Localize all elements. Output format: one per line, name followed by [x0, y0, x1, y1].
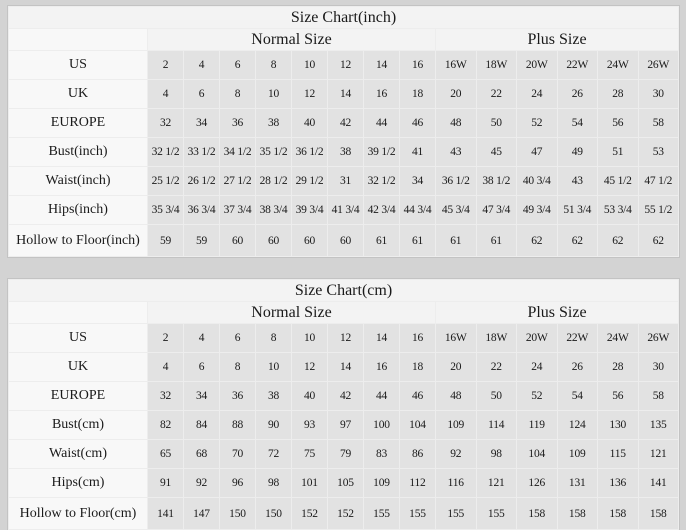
size-cell: 84 — [184, 411, 219, 439]
size-cell: 104 — [517, 440, 557, 468]
size-cell: 109 — [364, 469, 399, 497]
size-cell: 2 — [148, 324, 183, 352]
size-cell: 135 — [639, 411, 679, 439]
size-cell: 47 3/4 — [477, 196, 517, 224]
size-cell: 88 — [220, 411, 255, 439]
size-cell: 86 — [400, 440, 435, 468]
size-cell: 155 — [400, 498, 435, 529]
size-cell: 36 1/2 — [436, 167, 476, 195]
size-cell: 61 — [364, 225, 399, 256]
size-cell: 26W — [639, 51, 679, 79]
size-cell: 47 — [517, 138, 557, 166]
size-cell: 8 — [256, 324, 291, 352]
size-cell: 4 — [148, 80, 183, 108]
size-cell: 39 3/4 — [292, 196, 327, 224]
size-cell: 30 — [639, 353, 679, 381]
size-cell: 45 1/2 — [598, 167, 638, 195]
size-cell: 42 3/4 — [364, 196, 399, 224]
size-cell: 38 — [256, 109, 291, 137]
size-cell: 97 — [328, 411, 363, 439]
size-cell: 90 — [256, 411, 291, 439]
size-cell: 46 — [400, 109, 435, 137]
size-cell: 30 — [639, 80, 679, 108]
size-cell: 62 — [517, 225, 557, 256]
size-cell: 24W — [598, 324, 638, 352]
size-cell: 158 — [639, 498, 679, 529]
size-cell: 58 — [639, 382, 679, 410]
size-cell: 10 — [256, 80, 291, 108]
size-cell: 130 — [598, 411, 638, 439]
size-cell: 14 — [364, 51, 399, 79]
table-row — [9, 196, 678, 224]
size-cell: 38 1/2 — [477, 167, 517, 195]
size-cell: 48 — [436, 109, 476, 137]
size-cell: 12 — [328, 51, 363, 79]
size-cell: 22 — [477, 353, 517, 381]
table-row — [9, 382, 678, 410]
size-cell: 29 1/2 — [292, 167, 327, 195]
row-label: Waist(cm) — [9, 440, 147, 468]
size-cell: 158 — [558, 498, 598, 529]
size-cell: 8 — [220, 80, 255, 108]
size-cell: 60 — [220, 225, 255, 256]
row-label: Hollow to Floor(inch) — [9, 225, 147, 256]
size-cell: 101 — [292, 469, 327, 497]
row-label: Hips(inch) — [9, 196, 147, 224]
size-cell: 158 — [598, 498, 638, 529]
size-cell: 116 — [436, 469, 476, 497]
table-row — [9, 167, 678, 195]
table-row — [9, 353, 678, 381]
size-cell: 59 — [184, 225, 219, 256]
table-row — [9, 80, 678, 108]
size-cell: 4 — [184, 324, 219, 352]
column-group-normal-size: Normal Size — [148, 29, 435, 50]
size-cell: 98 — [477, 440, 517, 468]
table-row — [9, 498, 678, 529]
size-cell: 51 3/4 — [558, 196, 598, 224]
size-cell: 72 — [256, 440, 291, 468]
size-cell: 56 — [598, 382, 638, 410]
size-cell: 109 — [436, 411, 476, 439]
size-cell: 32 — [148, 109, 183, 137]
size-cell: 141 — [148, 498, 183, 529]
size-cell: 158 — [517, 498, 557, 529]
size-cell: 155 — [364, 498, 399, 529]
size-cell: 28 — [598, 80, 638, 108]
size-cell: 79 — [328, 440, 363, 468]
size-cell: 62 — [558, 225, 598, 256]
size-cell: 56 — [598, 109, 638, 137]
size-cell: 36 — [220, 109, 255, 137]
size-cell: 48 — [436, 382, 476, 410]
size-cell: 36 1/2 — [292, 138, 327, 166]
size-cell: 36 3/4 — [184, 196, 219, 224]
size-cell: 50 — [477, 382, 517, 410]
size-cell: 40 — [292, 382, 327, 410]
size-cell: 45 3/4 — [436, 196, 476, 224]
size-cell: 14 — [328, 353, 363, 381]
size-cell: 44 — [364, 382, 399, 410]
size-cell: 22 — [477, 80, 517, 108]
size-cell: 105 — [328, 469, 363, 497]
corner-cell — [9, 29, 147, 50]
size-cell: 16 — [400, 51, 435, 79]
size-cell: 4 — [184, 51, 219, 79]
column-group-plus-size: Plus Size — [436, 302, 678, 323]
size-cell: 38 3/4 — [256, 196, 291, 224]
table-title: Size Chart(inch) — [9, 7, 678, 28]
size-cell: 155 — [436, 498, 476, 529]
size-cell: 70 — [220, 440, 255, 468]
size-cell: 6 — [220, 324, 255, 352]
size-cell: 22W — [558, 324, 598, 352]
size-cell: 10 — [292, 51, 327, 79]
size-cell: 14 — [364, 324, 399, 352]
table-row — [9, 411, 678, 439]
size-cell: 35 1/2 — [256, 138, 291, 166]
table-row — [9, 138, 678, 166]
size-cell: 26 1/2 — [184, 167, 219, 195]
size-cell: 26 — [558, 353, 598, 381]
size-cell: 32 1/2 — [148, 138, 183, 166]
size-cell: 46 — [400, 382, 435, 410]
size-cell: 75 — [292, 440, 327, 468]
size-cell: 49 — [558, 138, 598, 166]
size-cell: 136 — [598, 469, 638, 497]
corner-cell — [9, 302, 147, 323]
size-cell: 34 — [400, 167, 435, 195]
size-cell: 34 1/2 — [220, 138, 255, 166]
table-row — [9, 225, 678, 256]
size-cell: 83 — [364, 440, 399, 468]
size-cell: 45 — [477, 138, 517, 166]
row-label: EUROPE — [9, 109, 147, 137]
size-cell: 20W — [517, 51, 557, 79]
size-cell: 24W — [598, 51, 638, 79]
row-label: Bust(cm) — [9, 411, 147, 439]
column-group-plus-size: Plus Size — [436, 29, 678, 50]
size-cell: 6 — [220, 51, 255, 79]
size-cell: 96 — [220, 469, 255, 497]
size-cell: 54 — [558, 109, 598, 137]
size-cell: 155 — [477, 498, 517, 529]
size-cell: 82 — [148, 411, 183, 439]
size-cell: 115 — [598, 440, 638, 468]
table-title: Size Chart(cm) — [9, 280, 678, 301]
size-cell: 91 — [148, 469, 183, 497]
size-cell: 20W — [517, 324, 557, 352]
size-cell: 38 — [328, 138, 363, 166]
size-cell: 39 1/2 — [364, 138, 399, 166]
table-row — [9, 440, 678, 468]
size-cell: 18 — [400, 80, 435, 108]
size-cell: 59 — [148, 225, 183, 256]
size-chart-cm-table — [7, 278, 680, 530]
size-cell: 112 — [400, 469, 435, 497]
size-cell: 12 — [328, 324, 363, 352]
size-cell: 40 3/4 — [517, 167, 557, 195]
size-cell: 60 — [328, 225, 363, 256]
size-cell: 35 3/4 — [148, 196, 183, 224]
size-cell: 60 — [292, 225, 327, 256]
size-cell: 47 1/2 — [639, 167, 679, 195]
size-cell: 92 — [436, 440, 476, 468]
size-cell: 8 — [220, 353, 255, 381]
size-cell: 12 — [292, 80, 327, 108]
size-cell: 141 — [639, 469, 679, 497]
size-cell: 152 — [292, 498, 327, 529]
size-cell: 150 — [220, 498, 255, 529]
column-group-normal-size: Normal Size — [148, 302, 435, 323]
size-cell: 121 — [477, 469, 517, 497]
size-cell: 16W — [436, 324, 476, 352]
size-cell: 68 — [184, 440, 219, 468]
size-cell: 34 — [184, 382, 219, 410]
row-label: US — [9, 51, 147, 79]
size-cell: 43 — [558, 167, 598, 195]
table-row — [9, 109, 678, 137]
size-cell: 109 — [558, 440, 598, 468]
size-cell: 27 1/2 — [220, 167, 255, 195]
size-cell: 38 — [256, 382, 291, 410]
table-row — [9, 469, 678, 497]
size-cell: 12 — [292, 353, 327, 381]
row-label: Waist(inch) — [9, 167, 147, 195]
size-cell: 20 — [436, 80, 476, 108]
size-cell: 150 — [256, 498, 291, 529]
size-cell: 22W — [558, 51, 598, 79]
size-cell: 62 — [639, 225, 679, 256]
size-cell: 114 — [477, 411, 517, 439]
size-cell: 124 — [558, 411, 598, 439]
size-cell: 2 — [148, 51, 183, 79]
size-cell: 41 3/4 — [328, 196, 363, 224]
size-cell: 10 — [256, 353, 291, 381]
size-cell: 26W — [639, 324, 679, 352]
size-cell: 100 — [364, 411, 399, 439]
size-cell: 31 — [328, 167, 363, 195]
size-cell: 20 — [436, 353, 476, 381]
row-label: UK — [9, 353, 147, 381]
size-cell: 6 — [184, 80, 219, 108]
size-cell: 43 — [436, 138, 476, 166]
row-label: Hips(cm) — [9, 469, 147, 497]
size-cell: 28 — [598, 353, 638, 381]
size-cell: 93 — [292, 411, 327, 439]
size-cell: 55 1/2 — [639, 196, 679, 224]
size-cell: 92 — [184, 469, 219, 497]
size-cell: 6 — [184, 353, 219, 381]
size-cell: 8 — [256, 51, 291, 79]
size-cell: 42 — [328, 109, 363, 137]
table-row — [9, 324, 678, 352]
size-cell: 119 — [517, 411, 557, 439]
size-cell: 51 — [598, 138, 638, 166]
size-cell: 32 — [148, 382, 183, 410]
size-cell: 18W — [477, 324, 517, 352]
size-cell: 40 — [292, 109, 327, 137]
size-cell: 37 3/4 — [220, 196, 255, 224]
row-label: US — [9, 324, 147, 352]
size-cell: 25 1/2 — [148, 167, 183, 195]
size-cell: 18 — [400, 353, 435, 381]
size-cell: 24 — [517, 80, 557, 108]
row-label: Bust(inch) — [9, 138, 147, 166]
size-cell: 50 — [477, 109, 517, 137]
size-cell: 44 — [364, 109, 399, 137]
size-cell: 36 — [220, 382, 255, 410]
size-cell: 33 1/2 — [184, 138, 219, 166]
size-chart-inch-table — [7, 5, 680, 258]
size-cell: 104 — [400, 411, 435, 439]
size-cell: 49 3/4 — [517, 196, 557, 224]
size-cell: 61 — [400, 225, 435, 256]
size-cell: 126 — [517, 469, 557, 497]
size-cell: 61 — [477, 225, 517, 256]
size-cell: 16 — [400, 324, 435, 352]
size-cell: 121 — [639, 440, 679, 468]
size-cell: 34 — [184, 109, 219, 137]
size-cell: 147 — [184, 498, 219, 529]
size-cell: 44 3/4 — [400, 196, 435, 224]
size-cell: 52 — [517, 109, 557, 137]
size-cell: 41 — [400, 138, 435, 166]
size-cell: 53 3/4 — [598, 196, 638, 224]
size-cell: 152 — [328, 498, 363, 529]
size-cell: 16 — [364, 80, 399, 108]
row-label: Hollow to Floor(cm) — [9, 498, 147, 529]
size-cell: 98 — [256, 469, 291, 497]
size-cell: 28 1/2 — [256, 167, 291, 195]
size-cell: 61 — [436, 225, 476, 256]
size-cell: 26 — [558, 80, 598, 108]
size-cell: 60 — [256, 225, 291, 256]
size-cell: 65 — [148, 440, 183, 468]
size-cell: 32 1/2 — [364, 167, 399, 195]
size-cell: 42 — [328, 382, 363, 410]
size-cell: 53 — [639, 138, 679, 166]
size-cell: 16 — [364, 353, 399, 381]
size-cell: 52 — [517, 382, 557, 410]
size-cell: 131 — [558, 469, 598, 497]
size-cell: 54 — [558, 382, 598, 410]
size-cell: 62 — [598, 225, 638, 256]
size-cell: 4 — [148, 353, 183, 381]
size-cell: 18W — [477, 51, 517, 79]
size-cell: 24 — [517, 353, 557, 381]
row-label: UK — [9, 80, 147, 108]
size-cell: 14 — [328, 80, 363, 108]
size-cell: 58 — [639, 109, 679, 137]
row-label: EUROPE — [9, 382, 147, 410]
size-cell: 16W — [436, 51, 476, 79]
table-row — [9, 51, 678, 79]
size-cell: 10 — [292, 324, 327, 352]
